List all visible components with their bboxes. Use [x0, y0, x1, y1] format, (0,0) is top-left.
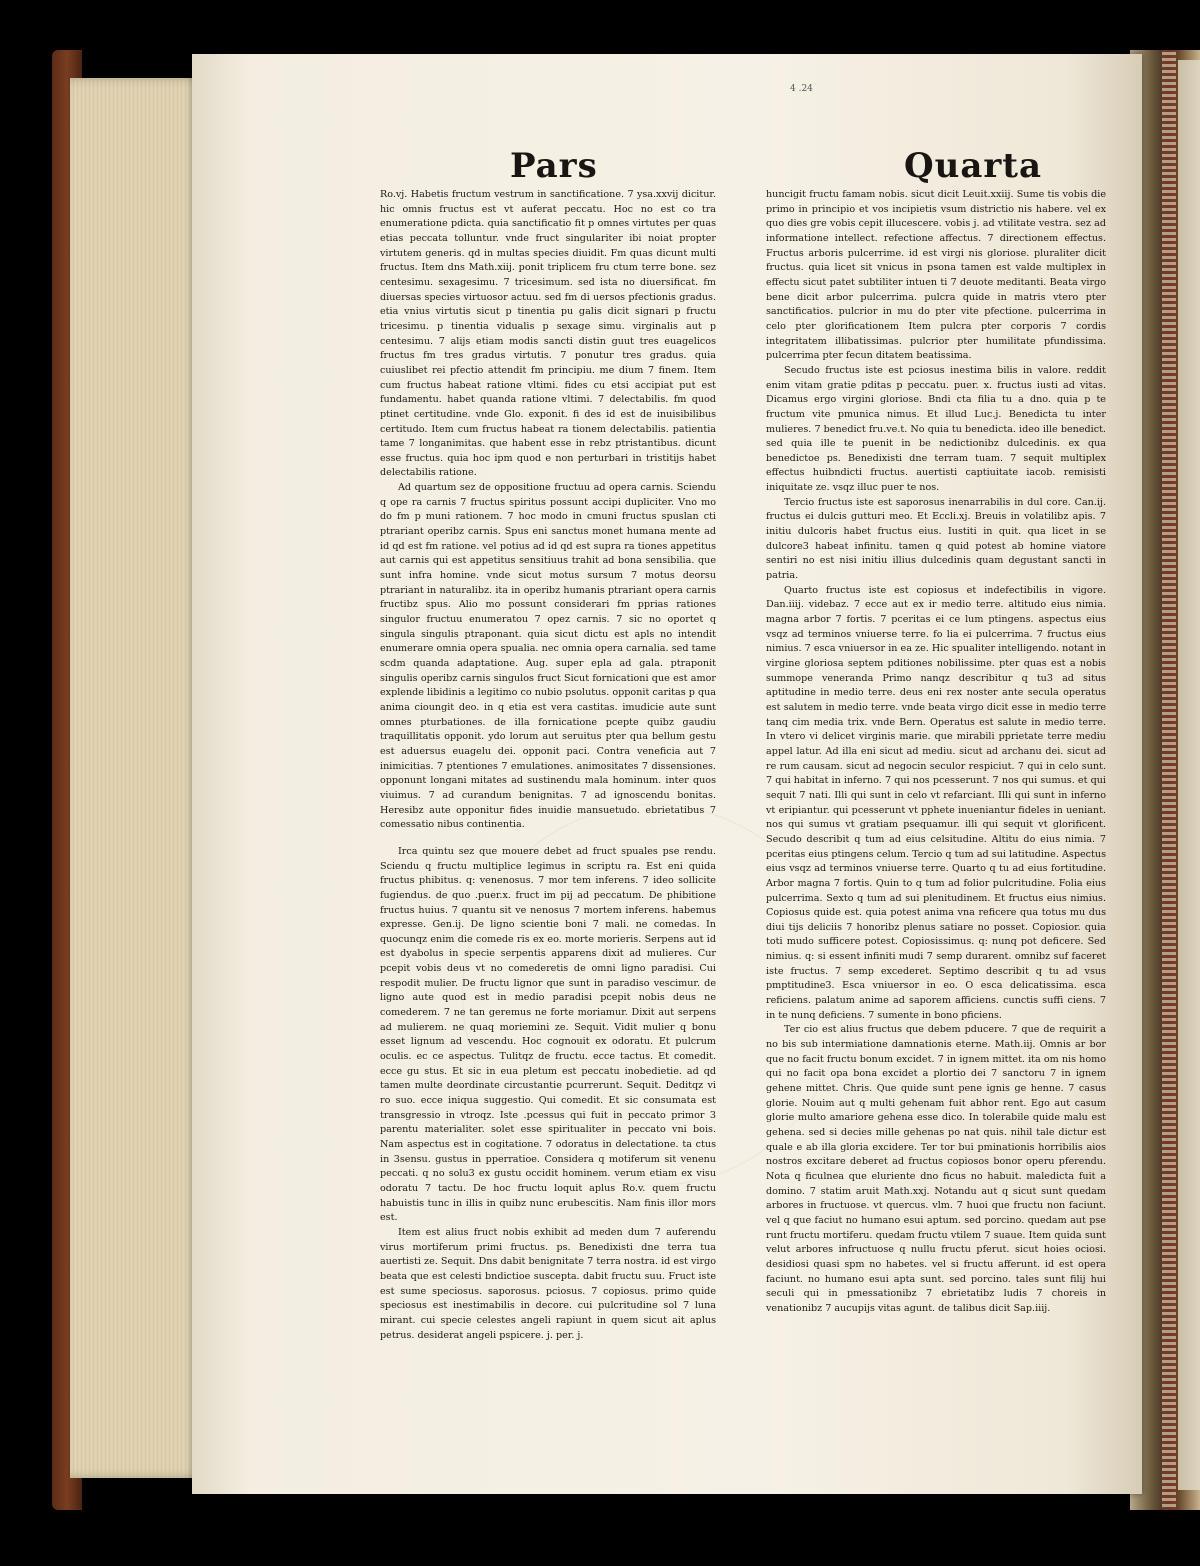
folio-mark: 4 .24 — [790, 84, 813, 94]
paragraph: Tercio fructus iste est saporosus inenarrabilis in dul core. Can.ij. fructus ei dulcis gutturi meo. Et Eccli.xj. Breuis in volatilibz apis. 7 initiu dulcoris habet fructus eius. Iustiti in quit. qua licet in se dulcore3 habeat infinitu. tamen q quid potest ab homine viatore sentiri no est nisi initiu illius dulcedinis quam degustant sancti in patria. — [766, 496, 1106, 582]
running-head-right: Quarta — [904, 146, 1043, 186]
running-head-left: Pars — [510, 146, 598, 186]
text-column-left — [380, 188, 716, 1343]
paragraph: Ad quartum sez de oppositione fructuu ad opera carnis. Sciendu q ope ra carnis 7 fructus spiritus possunt accipi dupliciter. Vno mo do fm p muni rationem. 7 hoc modo in cmuni fructus spuslan cti ptrariant operibz carnis. Spus eni sanctus monet humana mente ad id qd est fm ratione. vel potius ad id qd est supra ra tiones appetitus aut carnis qui est appetitus sensitiuus trahit ad bona sensibilia. que sunt infra homine. vnde sicut motus sursum 7 motus deorsu ptrariant in naturalibz. ita in operibz humanis ptrariant opera carnis fructibz spus. Alio mo possunt considerari fm pprias rationes singulor fructuu enumeratou 7 opez carnis. 7 sic no oportet q singula singulis ptraponant. quia sicut dictu est apls no intendit enumerare omnia opera spualia. nec omnia opera carnalia. sed tame scdm quanda adaptatione. Aug. super epla ad gala. ptraponit singulis operibz carnis singulos fruct Sicut fornicationi que est amor explende libidinis a legitimo co nubio psolutus. opponit caritas p qua anima cioungit deo. in q etia est vera castitas. imudicie aute sunt omnes pturbationes. de illa fornicatione pcepte quibz gaudiu traquillitatis opponit. ydo lorum aut seruitus pter qua bellum gestu est aduersus euagelu dei. opponit paci. Contra veneficia aut 7 inimicitias. 7 ptentiones 7 emulationes. animositates 7 dissensiones. opponunt longani mitates ad sustinendu mala hominum. inter quos viuimus. 7 ad curandum benignitas. 7 ad ignoscendu bonitas. Heresibz aute opponitur fides inuidie mansuetudo. ebrietatibus 7 comessatio nibus continentia. — [380, 482, 716, 831]
book-spread — [52, 50, 1200, 1510]
paragraph: Secudo fructus iste est pciosus inestima bilis in valore. reddit enim vitam gratie pditas p peccatu. puer. x. fructus iusti ad vitas. Dicamus ergo virgini gloriose. Bndi cta filia tu a dno. quia p te fructum vite pmunica nimus. Et illud Luc.j. Benedicta tu inter mulieres. 7 benedict fru.ve.t. No quia tu benedicta. ideo ille benedict. sed quia ille te puenit in be nedictionibz dulcedinis. ex qua benedictoe ps. Benedixisti dne terram tuam. 7 sequit multiplex effectus huibndicti fructus. auertisti captiuitate iacob. remisisti iniquitate ze. vsqz illuc puer te nos. — [766, 364, 1106, 494]
text-column-right — [766, 188, 1106, 1317]
paragraph: Ro.vj. Habetis fructum vestrum in sanctificatione. 7 ysa.xxvij dicitur. hic omnis fructus est vt auferat peccatu. Hoc no est co tra enumeratione pdicta. quia sanctificatio fit p omnes virtutes per quas etias peccata tolluntur. vnde fruct singulariter ibi noiat propter virtutem generis. qd in multas species diuidit. Fm quas dicunt multi fructus. Item dns Math.xiij. ponit triplicem fru ctum terre bone. sez centesimu. sexagesimu. 7 tricesimum. sed ista no diuersificat. fm diuersas species virtuosor actuu. sed fm di uersos pfectionis gradus. etia vnius virtutis sicut p tinentia pu galis dicit signari p fructu tricesimu. p tinentia vidualis p sexage simu. virginalis aut p centesimu. 7 alijs etiam modis sancti distin guut tres euagelicos fructus fm tres gradus virtutis. 7 ponutur tres gradus. quia cuiuslibet rei pfectio attendit fm principiu. me dium 7 finem. Item cum fructus habeat ratione vltimi. fides cu etsi accipiat put est fundamentu. habet quanda ratione vltimi. 7 delectabilis. fm quod ptinet certitudine. vnde Glo. exponit. fi des id est de inuisibilibus certitudo. Item cum fructus habeat ra tionem delectabilis. patientia tame 7 longanimitas. que habent esse in rebz ptristantibus. dicunt esse fructus. quia hoc ipm quod e non perturbari in tristitijs habet delectabilis ratione. — [380, 189, 716, 479]
paragraph: huncigit fructu famam nobis. sicut dicit Leuit.xxiij. Sume tis vobis die primo in principio et vos incipietis vsum districtio nis habere. vel ex quo dies gre vobis cepit illucescere. vobis j. ad vtilitate vestra. sez ad informatione intellect. refectione affectus. 7 directionem effectus. Fructus arboris pulcerrime. id est virgi nis gloriose. pluraliter dicit fructus. quia licet sit vnicus in psona tamen est valde multiplex in effectu sicut patet subtiliter intuen ti 7 deuote meditanti. Beata virgo bene dicit arbor pulcerrima. pulcra quide in matris vtero pter sanctificatios. pulcrior in mu do pter vite pfectione. pulcerrima in celo pter glorificationem Item pulcra pter corporis 7 cordis integritatem illibatissimas. pulcrior pter humilitate pfundissima. pulcerrima pter fecun ditatem beatissima. — [766, 189, 1106, 362]
paragraph: Ter cio est alius fructus que debem pducere. 7 que de requirit a no bis sub intermiatione damnationis eterne. Math.iij. Omnis ar bor que no facit fructu bonum excidet. 7 in ignem mittet. ita om nis homo qui no facit opa bona excidet a plortio dei 7 sanctoru 7 in ignem gehene mittet. Chris. Que quide sunt pene ignis ge henne. 7 casus glorie. Nouim aut q multi gehenam fuit abhor rent. Ego aut casum glorie multo amariore gehena esse dico. In tolerabile quide malu est gehena. sed si decies mille gehenas po nat quis. nihil tale dictur est quale e ab illa gloria excidere. Ter tor bui pminationis horribilis aios nostros excitare deberet ad fructus copiosos bonor operu pferendu. Nota q ficulnea que eluriente dno ficus no habuit. maledicta fuit a domino. 7 statim aruit Math.xxj. Notandu aut q sicut sunt quedam arbores in fructuose. vt quercus. vlm. 7 huoi que fructu non faciunt. vel q que faciut no humano esui aptum. sed porcino. quedam aut pse runt fructu mortiferu. quedam fructu vtilem 7 suaue. Item quida sunt velut arbores infructuose q nullu fructu pferut. sicut hoies ociosi. desidiosi quasi spm no habetes. vel si fructu afferunt. id est opera faciunt. no humano esui apta sunt. sed porcino. tales sunt filij hui seculi qui in pmessationibz 7 ebrietatibz ludis 7 choreis in venationibz 7 aucupijs vitas agunt. de talibus dicit Sap.iiij. — [766, 1024, 1106, 1314]
paragraph: Item est alius fruct nobis exhibit ad meden dum 7 auferendu virus mortiferum primi fructus. ps. Benedixisti dne terra tua auertisti ze. Sequit. Dns dabit benignitate 7 terra nostra. id est virgo beata que est celesti bndictioe suscepta. dabit fructu suu. Fruct iste est sume speciosus. saporosus. pciosus. 7 copiosus. primo quide speciosus est inestimabilis in decore. cui pulcritudine sol 7 luna mirant. cui specie celestes angeli rapiunt in quem sicut ait aplus petrus. desiderat angeli pspicere. j. per. j. — [380, 1226, 716, 1341]
book-page — [192, 54, 1142, 1494]
paragraph: Quarto fructus iste est copiosus et indefectibilis in vigore. Dan.iiij. videbaz. 7 ecce aut ex ir medio terre. altitudo eius nimia. magna arbor 7 fortis. 7 pceritas ei ce lum ptingens. aspectus eius vsqz ad terminos vniuerse terre. fo lia ei pulcerrima. 7 fructus eius nimius. 7 esca vniuersor in ea ze. Hic spualiter intelligendo. notant in virgine gloriosa septem pditiones nobilissime. pter quas est a nobis summope veneranda Primo nanqz describitur q tu3 ad situs aptitudine in medio terre. deus eni rex noster ante secula operatus est salutem in medio terre. vnde beata virgo dicit esse in medio terre tanq cim media trix. vnde Bern. Operatus est salute in medio terre. In vtero vi delicet virginis marie. que mirabili pprietate terre mediu appel latur. Ad illa eni sicut ad mediu. sicut ad archanu dei. sicut ad re rum causam. sicut ad negocin seculor respiciut. 7 qui in celo sunt. 7 qui habitat in inferno. 7 qui nos pcesserunt. 7 nos qui sumus. et qui sequit 7 nati. Illi qui sunt in celo vt refarciant. Illi qui sunt in inferno vt eripiantur. qui pcesserunt vt pphete inueniantur fideles in ueniant. nos qui sumus vt gratiam psequamur. illi qui sequit vt glorificent. Secudo describit q tum ad eius celsitudine. Altitu do eius nimia. 7 pceritas eius ptingens celum. Tercio q tum ad sui latitudine. Aspectus eius vsqz ad terminos vniuerse terre. Quarto q tu ad eius fortitudine. Arbor magna 7 fortis. Quin to q tum ad folior pulcritudine. Folia eius pulcerrima. Sexto q tum ad sui plenitudinem. Et fructus eius nimius. Copiosus quide est. quia potest anima vna reficere qua totus mu dus diui tijs deliciis 7 honoribz plenus satiare no posset. Copiosior. quia toti mudo sufficere potest. Copiosissimus. q: nunq pot deficere. Sed nimius. q: si essent infiniti mudi 7 semp durarent. omnibz suf faceret iste fructus. 7 semp excederet. Septimo describit q tu ad vsus pmptitudine3. Esca vniuersor in eo. O esca delicatissima. esca reficiens. palatum anime ad saporem afficiens. cunctis suffi ciens. 7 in te nunq deficiens. 7 sumente in bono pficiens. — [766, 584, 1106, 1021]
binding-stripe — [1162, 50, 1176, 1510]
facing-page-edge — [1178, 60, 1200, 1490]
paragraph: Irca quintu sez que mouere debet ad fruct spuales pse rendu. Sciendu q fructu multiplice legimus in scriptu ra. Est eni quida fructus phibitus. q: venenosus. 7 mor tem inferens. 7 ideo sollicite fugiendus. de quo .puer.x. fruct im pij ad peccatum. De phibitione fructus huius. 7 quantu sit ve nenosus 7 mortem inferens. habemus expresse. Gen.ij. De ligno scientie boni 7 mali. ne comedas. In quocunqz enim die comede ris ex eo. morte morieris. Serpens aut id est dyabolus in specie serpentis apparens dixit ad mulieres. Cur pcepit vobis deus vt no comederetis de omni ligno paradisi. Cui respodit mulier. De fructu lignor que sunt in paradiso vescimur. de ligno aute quod est in medio paradisi pcepit nobis deus ne comederem. 7 ne tan geremus ne forte moriamur. Dixit aut serpens ad mulierem. ne quaq moriemini ze. Sequit. Vidit mulier q bonu esset lignum ad vescendu. Hoc cognouit ex odoratu. Et pulcrum oculis. ec ce aspectus. Tulitqz de fructu. ecce tactus. Et comedit. ecce gu stus. Et sic in eua pletum est peccatu inobedietie. ad qd tamen multe deordinate circustantie pcurrerunt. Sequit. Deditqz vi ro suo. ecce iniqua suggestio. Qui comedit. Et sic consumata est transgressio in vtroqz. Iste .pcessus qui fuit in peccato primor 3 parentu materialiter. solet esse spiritualiter in peccato vni bois. Nam aspectus est in cogitatione. 7 odoratus in delectatione. ta ctus in 3sensu. gustus in pperratioe. Considera q motiferum sit venenu peccati. q no solu3 ex gustu occidit hominem. verum etiam ex visu odoratu 7 tactu. De hoc fructu loquit aplus Ro.v. quem fructu habuistis tunc in illis in quibz nunc erubescitis. Nam finis illor mors est. — [380, 845, 716, 1224]
